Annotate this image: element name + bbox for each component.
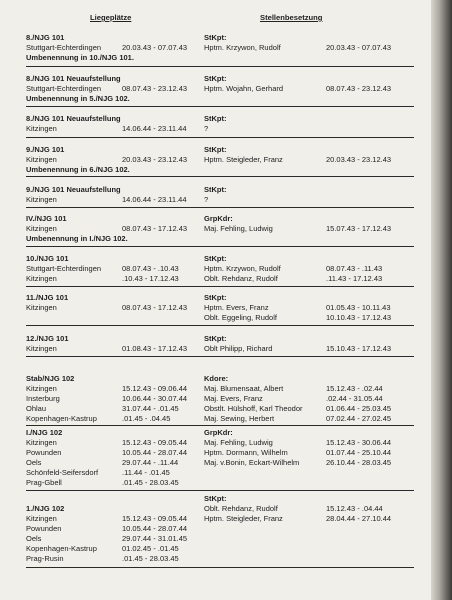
period: 08.07.43 - .10.43 [122, 264, 179, 273]
table-row [26, 224, 416, 234]
term: 01.05.43 - 10.11.43 [326, 303, 391, 312]
separator-rule [26, 356, 414, 357]
table-row [26, 264, 416, 274]
unit-location: Kopenhagen-Kastrup [26, 414, 97, 423]
unit-location: Prag-Gbell [26, 478, 62, 487]
table-row [26, 438, 416, 448]
unit-block [26, 428, 416, 488]
officer: StKpt: [204, 114, 227, 123]
unit-location: Umbenennung in 5./NJG 102. [26, 94, 130, 103]
officer: Maj. Blumensaat, Albert [204, 384, 284, 393]
unit-location: Kitzingen [26, 344, 57, 353]
unit-location: 8./NJG 101 [26, 33, 65, 42]
table-row [26, 404, 416, 414]
unit-location: Kitzingen [26, 155, 57, 164]
unit-location: Oels [26, 534, 42, 543]
table-row [26, 514, 416, 524]
term: 01.06.44 - 25.03.45 [326, 404, 392, 413]
table-row [26, 544, 416, 554]
officer: Maj. v.Bonin, Eckart-Wilhelm [204, 458, 300, 467]
period: 01.08.43 - 17.12.43 [122, 344, 188, 353]
table-row [26, 414, 416, 424]
period: .01.45 - 28.03.45 [122, 554, 179, 563]
table-row [26, 504, 416, 514]
unit-location: Kitzingen [26, 274, 57, 283]
officer: Obstlt. Hülshoff, Karl Theodor [204, 404, 303, 413]
period: 31.07.44 - .01.45 [122, 404, 179, 413]
table-row [26, 293, 416, 303]
term: 15.10.43 - 17.12.43 [326, 344, 392, 353]
table-row [26, 534, 416, 544]
term: 28.04.44 - 27.10.44 [326, 514, 392, 523]
table-row [26, 254, 416, 264]
period: 15.12.43 - 09.06.44 [122, 384, 188, 393]
officer: ? [204, 124, 209, 133]
unit-location: Umbenennung in 10./NJG 101. [26, 53, 134, 62]
separator-rule [26, 567, 414, 568]
period: 14.06.44 - 23.11.44 [122, 124, 187, 133]
period: 20.03.43 - 07.07.43 [122, 43, 188, 52]
unit-location: 9./NJG 101 [26, 145, 65, 154]
table-row [26, 524, 416, 534]
unit-location: Kitzingen [26, 195, 57, 204]
officer: StKpt: [204, 494, 227, 503]
unit-location: Kitzingen [26, 224, 57, 233]
period: .01.45 - 28.03.45 [122, 478, 179, 487]
officer: Hptm. Steigleder, Franz [204, 155, 283, 164]
table-row [26, 428, 416, 438]
officer: Oblt. Rehdanz, Rudolf [204, 274, 278, 283]
term: 15.12.43 - .04.44 [326, 504, 383, 513]
table-row [26, 274, 416, 284]
unit-location: Insterburg [26, 394, 60, 403]
officer: ? [204, 195, 209, 204]
term: 15.12.43 - 30.06.44 [326, 438, 392, 447]
officer: GrpKdr: [204, 428, 233, 437]
unit-location: Kitzingen [26, 438, 57, 447]
officer: StKpt: [204, 185, 227, 194]
table-row [26, 334, 416, 344]
separator-rule [26, 425, 414, 426]
table-row [26, 195, 416, 205]
unit-block [26, 74, 416, 104]
officer: Maj. Sewing, Herbert [204, 414, 275, 423]
table-row [26, 494, 416, 504]
header-stellenbesetzung: Stellenbesetzung [260, 13, 323, 22]
term: 08.07.43 - .11.43 [326, 264, 383, 273]
officer: Hptm. Wojahn, Gerhard [204, 84, 284, 93]
unit-location: Powunden [26, 524, 62, 533]
unit-location: I./NJG 102 [26, 428, 63, 437]
officer: StKpt: [204, 254, 227, 263]
unit-location: Prag-Rusin [26, 554, 64, 563]
unit-location: 11./NJG 101 [26, 293, 69, 302]
unit-location: Kitzingen [26, 124, 57, 133]
separator-rule [26, 490, 414, 491]
period: 14.06.44 - 23.11.44 [122, 195, 187, 204]
officer: StKpt: [204, 33, 227, 42]
table-row [26, 374, 416, 384]
unit-block [26, 145, 416, 175]
term: 15.07.43 - 17.12.43 [326, 224, 392, 233]
term: 26.10.44 - 28.03.45 [326, 458, 392, 467]
officer: StKpt: [204, 334, 227, 343]
table-row [26, 554, 416, 564]
officer: Hptm. Krzywon, Rudolf [204, 264, 281, 273]
officer: GrpKdr: [204, 214, 233, 223]
unit-block [26, 214, 416, 244]
table-row [26, 303, 416, 313]
table-row [26, 74, 416, 84]
separator-rule [26, 325, 414, 326]
table-row [26, 458, 416, 468]
period: 10.05.44 - 28.07.44 [122, 524, 188, 533]
unit-block [26, 33, 416, 63]
separator-rule [26, 286, 414, 287]
unit-location: IV./NJG 101 [26, 214, 67, 223]
unit-location: Oels [26, 458, 42, 467]
period: 15.12.43 - 09.05.44 [122, 514, 188, 523]
unit-location: Kitzingen [26, 303, 57, 312]
period: 20.03.43 - 23.12.43 [122, 155, 188, 164]
term: 20.03.43 - 07.07.43 [326, 43, 392, 52]
officer: StKpt: [204, 74, 227, 83]
unit-location: 8./NJG 101 Neuaufstellung [26, 114, 121, 123]
table-row [26, 43, 416, 53]
unit-block [26, 494, 416, 564]
separator-rule [26, 207, 414, 208]
unit-location: Ohlau [26, 404, 47, 413]
officer: Maj. Evers, Franz [204, 394, 263, 403]
unit-location: Stab/NJG 102 [26, 374, 75, 383]
period: 01.02.45 - .01.45 [122, 544, 179, 553]
officer: Oblt Philipp, Richard [204, 344, 273, 353]
table-row [26, 53, 416, 63]
term: 01.07.44 - 25.10.44 [326, 448, 392, 457]
table-row [26, 33, 416, 43]
unit-location: Stuttgart-Echterdingen [26, 84, 102, 93]
table-row [26, 165, 416, 175]
period: 29.07.44 - .11.44 [122, 458, 179, 467]
unit-location: Stuttgart-Echterdingen [26, 264, 102, 273]
unit-location: 9./NJG 101 Neuaufstellung [26, 185, 121, 194]
header-liegeplaetze: Liegeplätze [90, 13, 132, 22]
period: 10.06.44 - 30.07.44 [122, 394, 188, 403]
period: .10.43 - 17.12.43 [122, 274, 179, 283]
table-row [26, 384, 416, 394]
unit-location: Stuttgart-Echterdingen [26, 43, 102, 52]
period: 29.07.44 - 31.01.45 [122, 534, 188, 543]
term: 20.03.43 - 23.12.43 [326, 155, 392, 164]
unit-location: 10./NJG 101 [26, 254, 69, 263]
table-row [26, 394, 416, 404]
table-row [26, 478, 416, 488]
unit-block [26, 114, 416, 134]
unit-location: Schönfeld-Seifersdorf [26, 468, 99, 477]
period: 15.12.43 - 09.05.44 [122, 438, 188, 447]
table-row [26, 84, 416, 94]
officer: Kdore: [204, 374, 229, 383]
period: 08.07.43 - 17.12.43 [122, 303, 188, 312]
officer: Hptm. Evers, Franz [204, 303, 269, 312]
unit-location: Powunden [26, 448, 62, 457]
table-row [26, 114, 416, 124]
officer: StKpt: [204, 293, 227, 302]
unit-location: 1./NJG 102 [26, 504, 65, 513]
officer: Maj. Fehling, Ludwig [204, 438, 273, 447]
officer: Hptm. Krzywon, Rudolf [204, 43, 281, 52]
officer: Oblt. Eggeling, Rudolf [204, 313, 277, 322]
unit-location: 8./NJG 101 Neuaufstellung [26, 74, 121, 83]
unit-block [26, 334, 416, 354]
unit-block [26, 185, 416, 205]
table-row [26, 145, 416, 155]
unit-location: Kitzingen [26, 384, 57, 393]
book-edge [431, 0, 452, 600]
unit-location: Kitzingen [26, 514, 57, 523]
unit-location: Umbenennung in 6./NJG 102. [26, 165, 130, 174]
period: 10.05.44 - 28.07.44 [122, 448, 188, 457]
term: 07.02.44 - 27.02.45 [326, 414, 392, 423]
separator-rule [26, 66, 414, 67]
table-row [26, 124, 416, 134]
table-row [26, 185, 416, 195]
unit-location: Umbenennung in I./NJG 102. [26, 234, 128, 243]
table-row [26, 234, 416, 244]
unit-location: Kopenhagen-Kastrup [26, 544, 97, 553]
period: .01.45 - .04.45 [122, 414, 171, 423]
unit-location: 12./NJG 101 [26, 334, 69, 343]
separator-rule [26, 106, 414, 107]
officer: StKpt: [204, 145, 227, 154]
officer: Oblt. Rehdanz, Rudolf [204, 504, 278, 513]
term: .02.44 - 31.05.44 [326, 394, 383, 403]
term: .11.43 - 17.12.43 [326, 274, 383, 283]
unit-block [26, 254, 416, 284]
officer: Hptm. Steigleder, Franz [204, 514, 283, 523]
separator-rule [26, 176, 414, 177]
period: 08.07.43 - 23.12.43 [122, 84, 188, 93]
term: 15.12.43 - .02.44 [326, 384, 383, 393]
unit-block [26, 293, 416, 323]
table-row [26, 155, 416, 165]
table-row [26, 94, 416, 104]
separator-rule [26, 137, 414, 138]
table-row [26, 468, 416, 478]
officer: Hptm. Dormann, Wilhelm [204, 448, 288, 457]
period: 08.07.43 - 17.12.43 [122, 224, 188, 233]
table-row [26, 344, 416, 354]
separator-rule [26, 246, 414, 247]
unit-block [26, 374, 416, 424]
term: 08.07.43 - 23.12.43 [326, 84, 392, 93]
table-row [26, 448, 416, 458]
officer: Maj. Fehling, Ludwig [204, 224, 273, 233]
table-row [26, 313, 416, 323]
table-row [26, 214, 416, 224]
period: .11.44 - .01.45 [122, 468, 170, 477]
term: 10.10.43 - 17.12.43 [326, 313, 392, 322]
